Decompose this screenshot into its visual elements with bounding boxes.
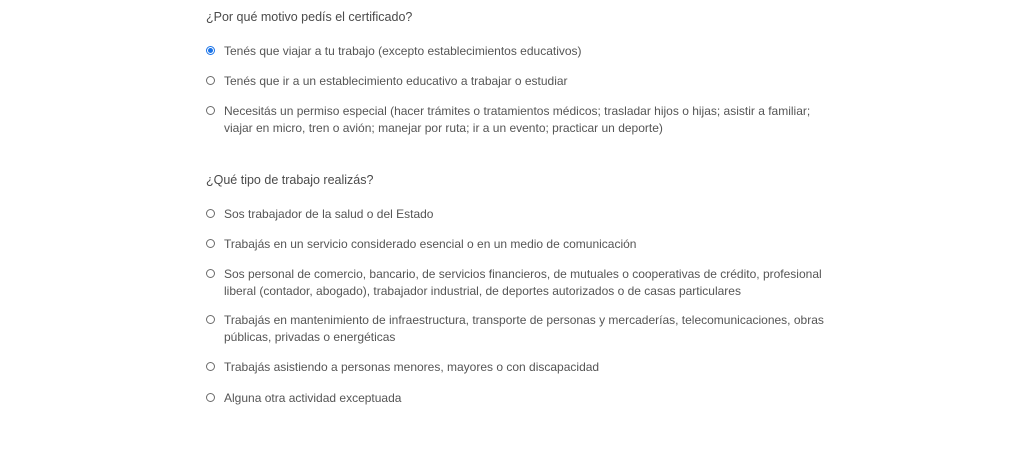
question-reason-title: ¿Por qué motivo pedís el certificado? xyxy=(206,10,413,24)
option-label: Trabajás en mantenimiento de infraestructura, transporte de personas y mercaderías, telecomunicaciones, obras públicas, privadas o energéticas xyxy=(224,313,824,344)
option-salud-estado[interactable] xyxy=(206,206,824,223)
option-label: Trabajás en un servicio considerado esencial o en un medio de comunicación xyxy=(224,237,637,251)
radio-button[interactable] xyxy=(206,362,215,371)
option-otra-actividad[interactable] xyxy=(206,390,824,407)
option-servicio-esencial[interactable] xyxy=(206,236,824,253)
option-establecimiento-educativo[interactable] xyxy=(206,73,824,90)
option-label: Trabajás asistiendo a personas menores, mayores o con discapacidad xyxy=(224,360,600,374)
option-label: Necesitás un permiso especial (hacer trámites o tratamientos médicos; trasladar hijos o hijas; asistir a familiar; viajar en micro, tren o avión; manejar por ruta; ir a un evento; practicar un deporte) xyxy=(224,104,811,135)
option-label: Sos trabajador de la salud o del Estado xyxy=(224,207,434,221)
question-work-type-title: ¿Qué tipo de trabajo realizás? xyxy=(206,173,374,187)
option-infraestructura[interactable] xyxy=(206,312,824,346)
option-label: Tenés que viajar a tu trabajo (excepto establecimientos educativos) xyxy=(224,44,582,58)
radio-button[interactable] xyxy=(206,76,215,85)
radio-button[interactable] xyxy=(206,239,215,248)
radio-button[interactable] xyxy=(206,269,215,278)
option-label: Tenés que ir a un establecimiento educativo a trabajar o estudiar xyxy=(224,74,568,88)
option-permiso-especial[interactable] xyxy=(206,103,824,137)
radio-button[interactable] xyxy=(206,315,215,324)
radio-button[interactable] xyxy=(206,209,215,218)
option-label: Sos personal de comercio, bancario, de servicios financieros, de mutuales o cooperativas de crédito, profesional liberal (contador, abogado), trabajador industrial, de deportes autorizados o de casas particulares xyxy=(224,267,822,298)
option-label: Alguna otra actividad exceptuada xyxy=(224,391,402,405)
radio-button[interactable] xyxy=(206,393,215,402)
option-comercio-bancario[interactable] xyxy=(206,266,824,300)
radio-button[interactable] xyxy=(206,106,215,115)
radio-button-selected[interactable] xyxy=(206,46,215,55)
option-asistiendo-personas[interactable] xyxy=(206,359,824,376)
option-viajar-trabajo[interactable] xyxy=(206,43,824,60)
